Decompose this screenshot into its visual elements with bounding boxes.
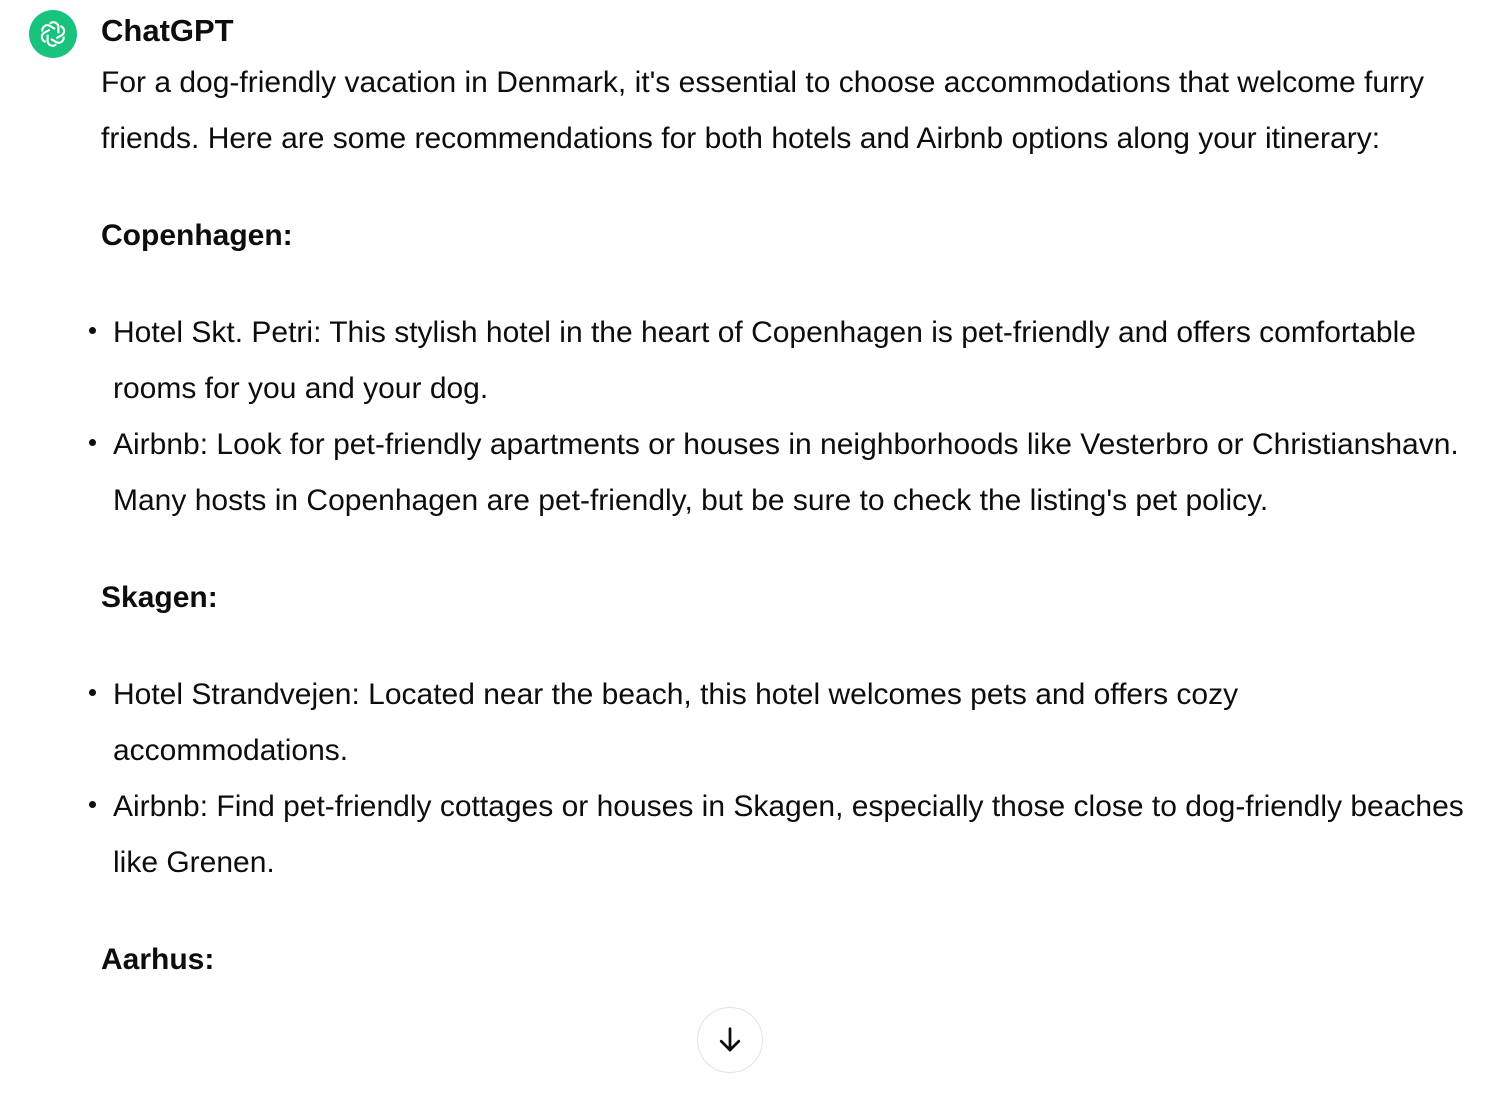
scroll-to-bottom-button[interactable]: [697, 1007, 763, 1073]
openai-logo-icon: [36, 17, 70, 51]
section-heading-copenhagen: Copenhagen:: [101, 219, 293, 252]
list-item: Hotel Strandvejen: Located near the beach, this hotel welcomes pets and offers cozy accommodations.: [101, 667, 1481, 779]
assistant-avatar: [29, 10, 77, 58]
list-item: Airbnb: Look for pet-friendly apartments or houses in neighborhoods like Vesterbro or Christianshavn. Many hosts in Copenhagen are pet-friendly, but be sure to check the listing's pet policy.: [101, 417, 1473, 529]
list-item: Hotel Skt. Petri: This stylish hotel in the heart of Copenhagen is pet-friendly and offers comfortable rooms for you and your dog.: [101, 305, 1481, 417]
copenhagen-list: [101, 305, 1481, 529]
intro-paragraph: For a dog-friendly vacation in Denmark, it's essential to choose accommodations that welcome furry friends. Here are some recommendations for both hotels and Airbnb options along your itinerary:: [101, 66, 1424, 155]
arrow-down-icon: [715, 1025, 745, 1055]
sender-name: ChatGPT: [101, 13, 234, 48]
skagen-list: [101, 667, 1481, 891]
section-heading-aarhus: Aarhus:: [101, 943, 215, 976]
message-body: [101, 55, 1481, 988]
section-heading-skagen: Skagen:: [101, 581, 218, 614]
list-item: Airbnb: Find pet-friendly cottages or houses in Skagen, especially those close to dog-friendly beaches like Grenen.: [101, 779, 1481, 891]
